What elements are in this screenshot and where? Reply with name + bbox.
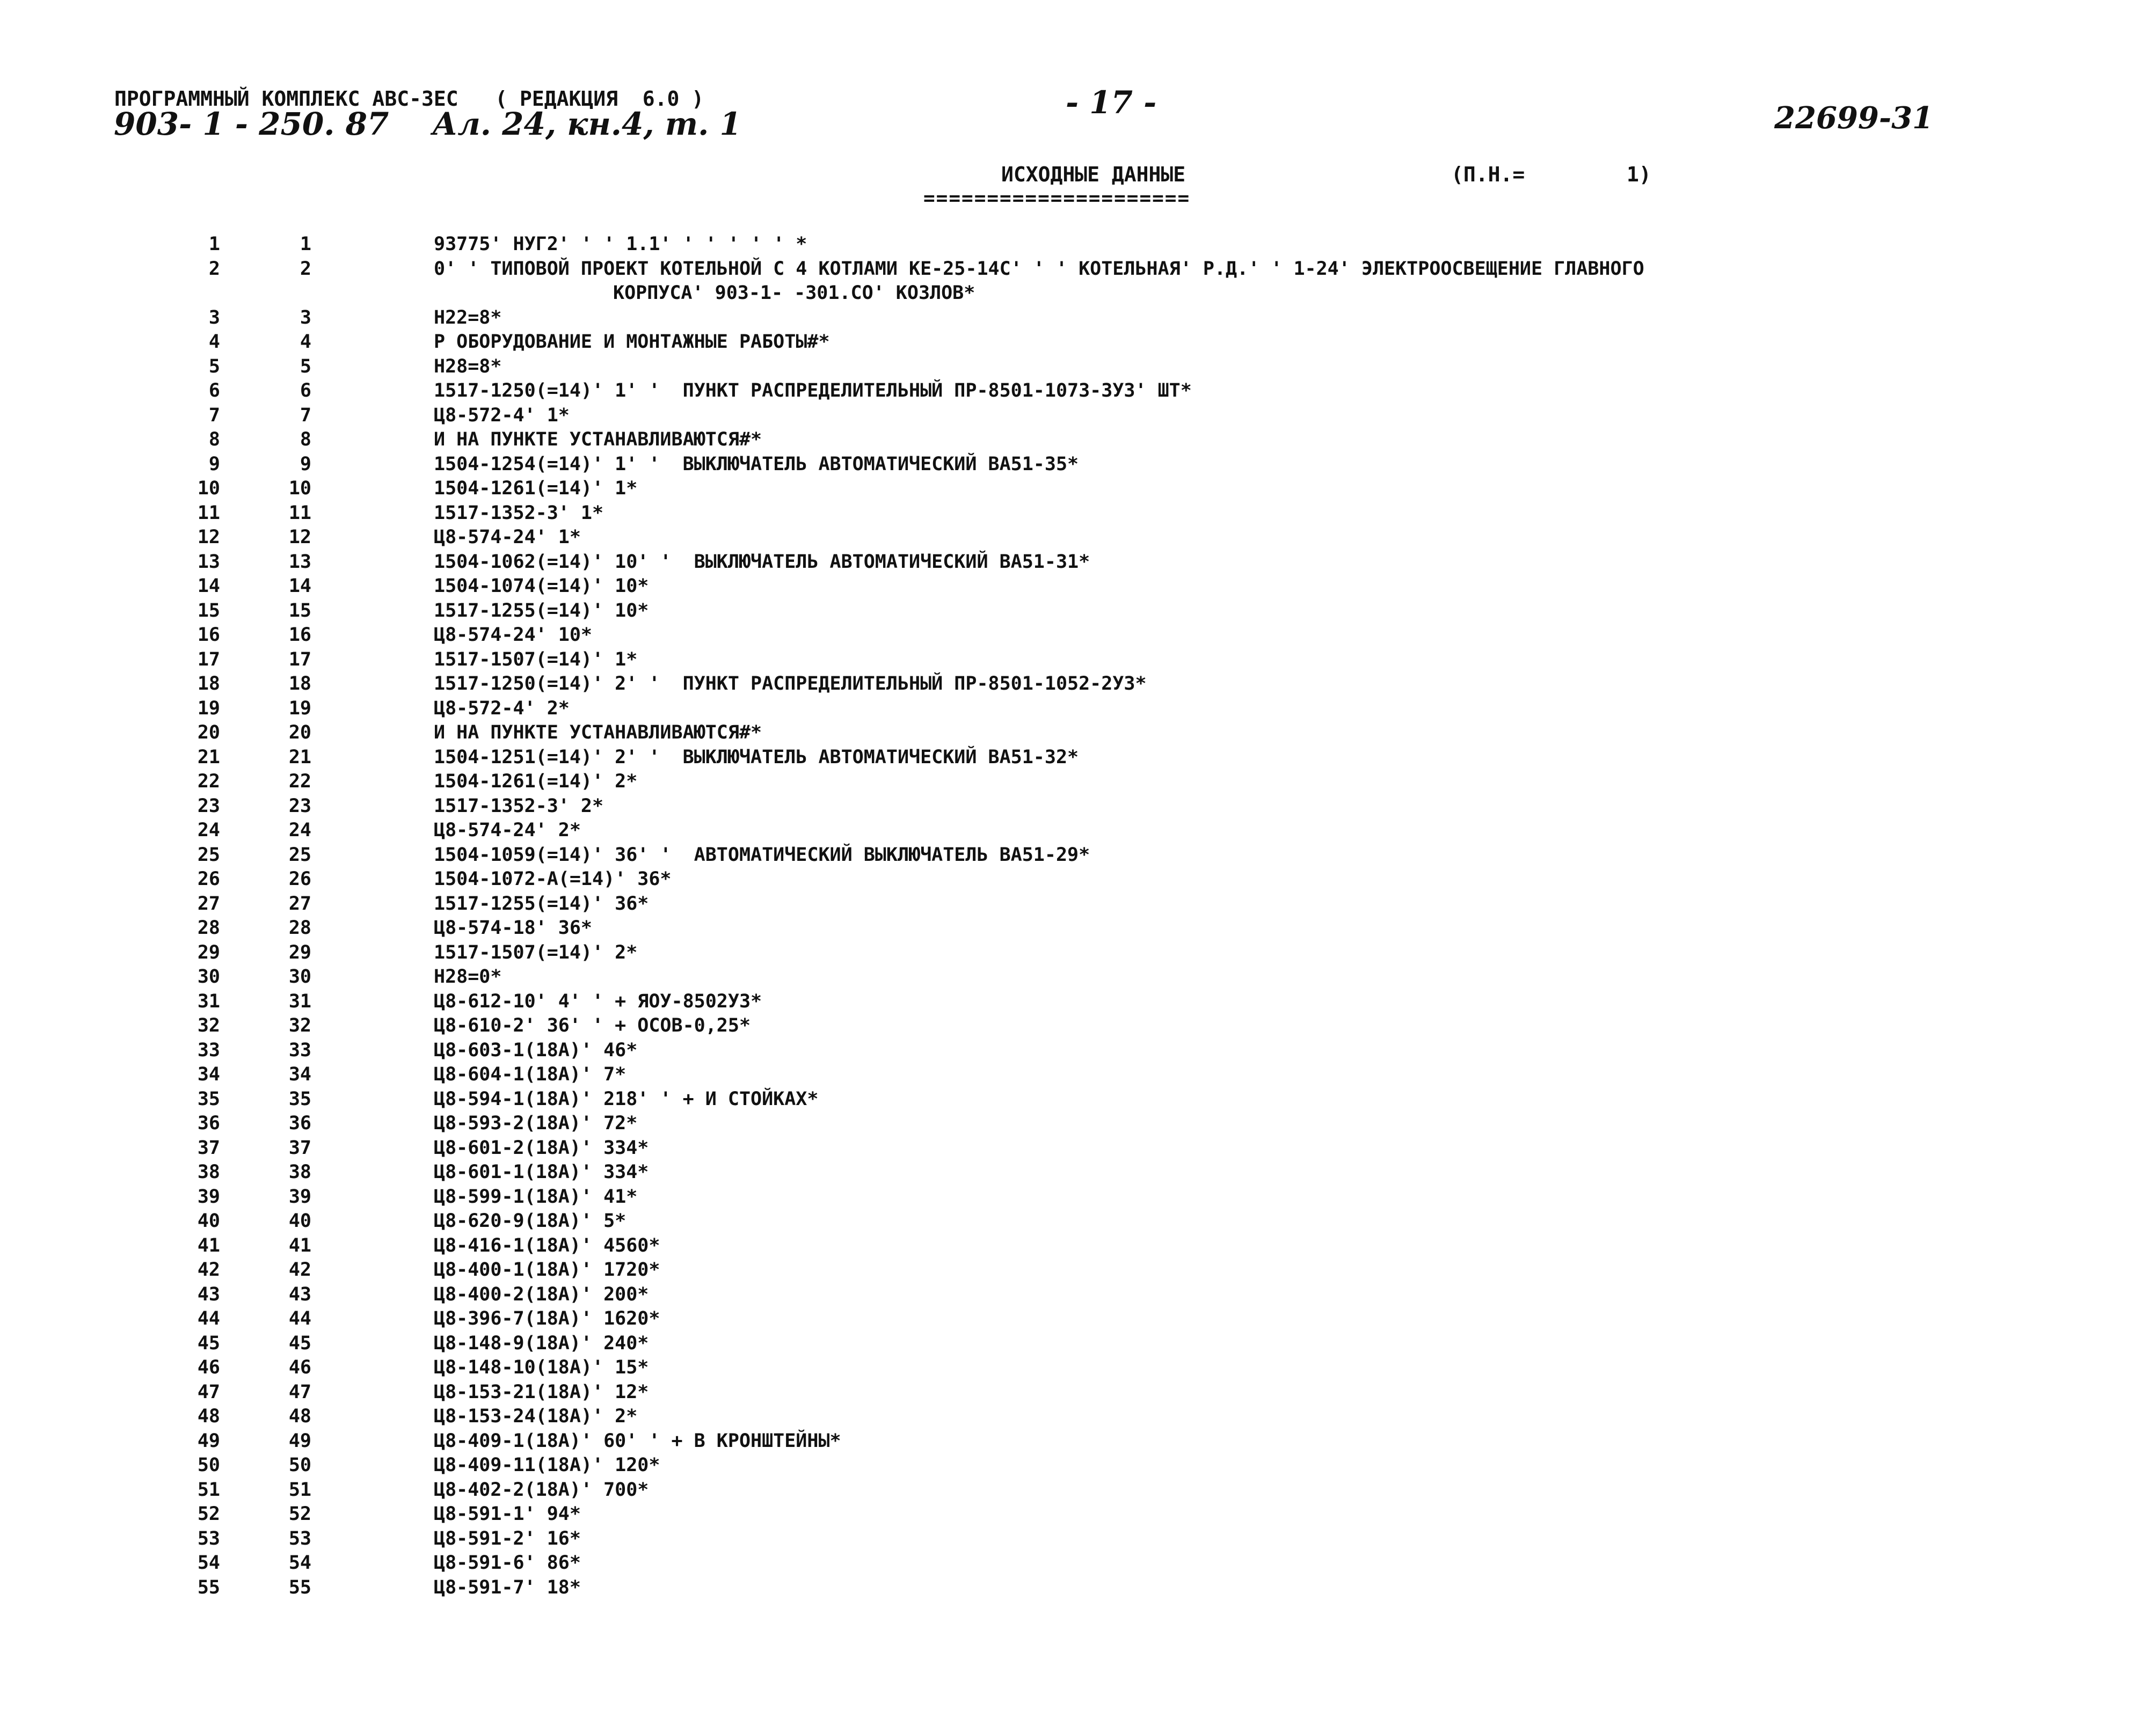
listing-row: [0, 990, 2156, 1014]
record-text: Н28=0*: [434, 966, 502, 988]
record-text: Ц8-416-1(18А)' 4560*: [434, 1234, 660, 1256]
listing-row: [0, 574, 2156, 599]
record-text: Ц8-574-24' 1*: [434, 527, 581, 548]
page-value: 1): [1627, 163, 1651, 186]
line-number: 51: [288, 1479, 311, 1501]
record-number: 40: [197, 1210, 220, 1232]
record-text: Ц8-572-4' 1*: [434, 404, 570, 426]
listing-row: [0, 697, 2156, 721]
record-text: Ц8-620-9(18А)' 5*: [434, 1210, 627, 1232]
record-text: 1517-1507(=14)' 1*: [434, 648, 638, 670]
listing-row: [0, 672, 2156, 697]
listing-row: [0, 1063, 2156, 1087]
record-number: 24: [197, 820, 220, 841]
record-text: 1517-1255(=14)' 36*: [434, 893, 649, 915]
listing-row: [0, 428, 2156, 452]
record-number: 28: [197, 917, 220, 939]
line-number: 11: [288, 502, 311, 524]
line-number: 21: [288, 746, 311, 768]
line-number: 33: [288, 1039, 311, 1061]
record-text: 1504-1261(=14)' 2*: [434, 771, 638, 792]
line-number: 54: [288, 1552, 311, 1574]
line-number: 40: [288, 1210, 311, 1232]
record-number: 19: [197, 697, 220, 719]
record-text: Н28=8*: [434, 355, 502, 377]
record-number: 2: [208, 258, 220, 280]
listing-row: [0, 404, 2156, 428]
record-number: 7: [208, 404, 220, 426]
line-number: 28: [288, 917, 311, 939]
record-text: Ц8-601-2(18А)' 334*: [434, 1137, 649, 1159]
record-text: Ц8-572-4' 2*: [434, 697, 570, 719]
line-number: 45: [288, 1332, 311, 1354]
record-text: 1517-1250(=14)' 1' ' ПУНКТ РАСПРЕДЕЛИТЕЛЬНЫЙ ПР-8501-1073-3У3' ШТ*: [434, 380, 1192, 401]
record-number: 23: [197, 795, 220, 817]
line-number: 17: [288, 648, 311, 670]
listing-continuation-row: [0, 281, 2156, 306]
record-text: 1504-1062(=14)' 10' ' ВЫКЛЮЧАТЕЛЬ АВТОМАТИЧЕСКИЙ ВА51-31*: [434, 551, 1090, 573]
record-number: 17: [197, 648, 220, 670]
line-number: 27: [288, 893, 311, 915]
listing-row: [0, 1429, 2156, 1454]
record-text: Ц8-574-24' 10*: [434, 624, 593, 646]
record-number: 43: [197, 1283, 220, 1305]
record-number: 8: [208, 429, 220, 450]
record-number: 34: [197, 1064, 220, 1085]
record-number: 37: [197, 1137, 220, 1159]
record-number: 15: [197, 599, 220, 621]
line-number: 44: [288, 1308, 311, 1329]
record-number: 20: [197, 722, 220, 743]
record-text: Ц8-591-1' 94*: [434, 1503, 581, 1525]
record-text: Ц8-599-1(18А)' 41*: [434, 1186, 638, 1208]
line-number: 53: [288, 1527, 311, 1549]
record-number: 53: [197, 1527, 220, 1549]
listing-row: [0, 550, 2156, 575]
listing-row: [0, 1283, 2156, 1307]
record-text: Р ОБОРУДОВАНИЕ И МОНТАЖНЫЕ РАБОТЫ#*: [434, 331, 830, 353]
record-text: Ц8-574-18' 36*: [434, 917, 593, 939]
listing-row: [0, 379, 2156, 404]
record-number: 16: [197, 624, 220, 646]
record-text: 1504-1074(=14)' 10*: [434, 575, 649, 597]
listing-row: [0, 1014, 2156, 1039]
record-text: 0' ' ТИПОВОЙ ПРОЕКТ КОТЕЛЬНОЙ С 4 КОТЛАМИ КЕ-25-14С' ' ' КОТЕЛЬНАЯ' Р.Д.' ' 1-24' ЭЛЕКТРООСВЕЩЕНИЕ ГЛАВНОГО: [434, 258, 1644, 280]
line-number: 34: [288, 1064, 311, 1085]
line-number: 8: [300, 429, 311, 450]
listing-row: [0, 1258, 2156, 1283]
record-number: 41: [197, 1234, 220, 1256]
record-number: 45: [197, 1332, 220, 1354]
line-number: 18: [288, 673, 311, 694]
listing-row: [0, 1234, 2156, 1259]
record-number: 46: [197, 1357, 220, 1378]
line-number: 55: [288, 1576, 311, 1598]
record-number: 35: [197, 1088, 220, 1110]
listing-row: [0, 770, 2156, 794]
listing-row: [0, 330, 2156, 355]
record-text: 1517-1250(=14)' 2' ' ПУНКТ РАСПРЕДЕЛИТЕЛЬНЫЙ ПР-8501-1052-2У3*: [434, 673, 1147, 694]
listing-row: [0, 818, 2156, 843]
record-text: 1517-1352-3' 2*: [434, 795, 604, 817]
record-text: 1504-1261(=14)' 1*: [434, 478, 638, 499]
record-number: 10: [197, 478, 220, 499]
record-number: 6: [208, 380, 220, 401]
listing-row: [0, 1453, 2156, 1478]
record-text: Ц8-409-1(18А)' 60' ' + В КРОНШТЕЙНЫ*: [434, 1430, 841, 1452]
listing-row: [0, 843, 2156, 868]
listing-row: [0, 1136, 2156, 1161]
listing-row: [0, 1356, 2156, 1380]
record-text: 1517-1352-3' 1*: [434, 502, 604, 524]
record-number: 52: [197, 1503, 220, 1525]
record-text: Ц8-591-2' 16*: [434, 1527, 581, 1549]
record-text: Ц8-400-1(18А)' 1720*: [434, 1259, 660, 1281]
listing-row: [0, 1112, 2156, 1136]
listing-row: [0, 623, 2156, 648]
record-text: 1504-1251(=14)' 2' ' ВЫКЛЮЧАТЕЛЬ АВТОМАТИЧЕСКИЙ ВА51-32*: [434, 746, 1079, 768]
line-number: 1: [300, 233, 311, 255]
record-text: Ц8-603-1(18А)' 46*: [434, 1039, 638, 1061]
record-number: 27: [197, 893, 220, 915]
line-number: 31: [288, 990, 311, 1012]
page-number: - 17 -: [1066, 84, 1157, 121]
record-text: 1504-1059(=14)' 36' ' АВТОМАТИЧЕСКИЙ ВЫКЛЮЧАТЕЛЬ ВА51-29*: [434, 844, 1090, 866]
listing-row: [0, 867, 2156, 892]
record-number: 29: [197, 941, 220, 963]
record-text: Ц8-153-24(18А)' 2*: [434, 1406, 638, 1427]
record-text: 1517-1507(=14)' 2*: [434, 941, 638, 963]
record-text: 1517-1255(=14)' 10*: [434, 599, 649, 621]
record-number: 47: [197, 1381, 220, 1403]
listing-row: [0, 916, 2156, 941]
line-number: 47: [288, 1381, 311, 1403]
listing-row: [0, 1209, 2156, 1234]
record-text: Ц8-604-1(18А)' 7*: [434, 1064, 627, 1085]
line-number: 9: [300, 453, 311, 475]
listing-row: [0, 477, 2156, 501]
record-number: 33: [197, 1039, 220, 1061]
record-number: 3: [208, 306, 220, 328]
line-number: 36: [288, 1113, 311, 1134]
record-number: 39: [197, 1186, 220, 1208]
record-text: Н22=8*: [434, 306, 502, 328]
listing-row: [0, 355, 2156, 379]
record-number: 31: [197, 990, 220, 1012]
listing-row: [0, 525, 2156, 550]
record-text: Ц8-591-6' 86*: [434, 1552, 581, 1574]
record-text: Ц8-601-1(18А)' 334*: [434, 1161, 649, 1183]
record-text: И НА ПУНКТЕ УСТАНАВЛИВАЮТСЯ#*: [434, 722, 762, 743]
title-underline: =====================: [923, 187, 1191, 209]
line-number: 13: [288, 551, 311, 573]
record-text: КОРПУСА' 903-1- -301.СО' КОЗЛОВ*: [613, 282, 975, 304]
line-number: 49: [288, 1430, 311, 1452]
line-number: 35: [288, 1088, 311, 1110]
record-text: Ц8-574-24' 2*: [434, 820, 581, 841]
record-text: Ц8-153-21(18А)' 12*: [434, 1381, 649, 1403]
listing-row: [0, 1380, 2156, 1405]
listing-row: [0, 941, 2156, 966]
record-text: Ц8-594-1(18А)' 218' ' + И СТОЙКАХ*: [434, 1088, 819, 1110]
listing-row: [0, 1307, 2156, 1332]
line-number: 50: [288, 1454, 311, 1476]
record-number: 18: [197, 673, 220, 694]
line-number: 2: [300, 258, 311, 280]
listing-row: [0, 257, 2156, 282]
line-number: 10: [288, 478, 311, 499]
line-number: 12: [288, 527, 311, 548]
record-number: 11: [197, 502, 220, 524]
record-text: Ц8-591-7' 18*: [434, 1576, 581, 1598]
record-number: 25: [197, 844, 220, 866]
section-title: ИСХОДНЫЕ ДАННЫЕ: [1001, 163, 1186, 186]
listing-row: [0, 452, 2156, 477]
line-number: 15: [288, 599, 311, 621]
listing-row: [0, 501, 2156, 526]
record-text: Ц8-148-10(18А)' 15*: [434, 1357, 649, 1378]
line-number: 6: [300, 380, 311, 401]
record-text: И НА ПУНКТЕ УСТАНАВЛИВАЮТСЯ#*: [434, 429, 762, 450]
record-number: 42: [197, 1259, 220, 1281]
record-text: Ц8-409-11(18А)' 120*: [434, 1454, 660, 1476]
listing-row: [0, 745, 2156, 770]
line-number: 19: [288, 697, 311, 719]
listing-row: [0, 794, 2156, 819]
record-number: 9: [208, 453, 220, 475]
line-number: 52: [288, 1503, 311, 1525]
record-number: 13: [197, 551, 220, 573]
line-number: 42: [288, 1259, 311, 1281]
record-number: 48: [197, 1406, 220, 1427]
listing-row: [0, 1160, 2156, 1185]
record-number: 44: [197, 1308, 220, 1329]
record-text: Ц8-612-10' 4' ' + ЯОУ-8502У3*: [434, 990, 762, 1012]
listing-row: [0, 232, 2156, 257]
listing-row: [0, 306, 2156, 331]
listing-row: [0, 1087, 2156, 1112]
page-label: (П.Н.=: [1451, 163, 1525, 186]
record-text: Ц8-402-2(18А)' 700*: [434, 1479, 649, 1501]
line-number: 7: [300, 404, 311, 426]
line-number: 43: [288, 1283, 311, 1305]
listing-row: [0, 1405, 2156, 1429]
line-number: 26: [288, 868, 311, 890]
record-number: 5: [208, 355, 220, 377]
record-number: 22: [197, 771, 220, 792]
listing-row: [0, 599, 2156, 624]
line-number: 23: [288, 795, 311, 817]
line-number: 37: [288, 1137, 311, 1159]
listing-row: [0, 1478, 2156, 1503]
line-number: 39: [288, 1186, 311, 1208]
listing-row: [0, 1039, 2156, 1063]
listing-row: [0, 1527, 2156, 1552]
record-number: 26: [197, 868, 220, 890]
line-number: 3: [300, 306, 311, 328]
line-number: 16: [288, 624, 311, 646]
record-text: Ц8-400-2(18А)' 200*: [434, 1283, 649, 1305]
handwritten-reference: 903- 1 - 250. 87 Ал. 24, кн.4, т. 1: [114, 106, 741, 142]
record-text: 1504-1254(=14)' 1' ' ВЫКЛЮЧАТЕЛЬ АВТОМАТИЧЕСКИЙ ВА51-35*: [434, 453, 1079, 475]
document-number: 22699-31: [1774, 100, 1933, 136]
record-number: 4: [208, 331, 220, 353]
record-number: 50: [197, 1454, 220, 1476]
listing-row: [0, 721, 2156, 745]
record-number: 49: [197, 1430, 220, 1452]
record-number: 1: [208, 233, 220, 255]
listing-row: [0, 648, 2156, 672]
record-number: 54: [197, 1552, 220, 1574]
record-number: 12: [197, 527, 220, 548]
record-number: 51: [197, 1479, 220, 1501]
record-text: 93775' НУГ2' ' ' 1.1' ' ' ' ' ' *: [434, 233, 807, 255]
listing-row: [0, 1502, 2156, 1527]
listing-row: [0, 965, 2156, 990]
data-listing: [0, 232, 2156, 1600]
record-text: Ц8-148-9(18А)' 240*: [434, 1332, 649, 1354]
line-number: 24: [288, 820, 311, 841]
program-header: ПРОГРАММНЫЙ КОМПЛЕКС АВС-ЗЕС ( РЕДАКЦИЯ 6.0 ): [114, 87, 704, 111]
line-number: 4: [300, 331, 311, 353]
record-text: Ц8-396-7(18А)' 1620*: [434, 1308, 660, 1329]
line-number: 30: [288, 966, 311, 988]
record-text: Ц8-610-2' 36' ' + ОСОВ-0,25*: [434, 1015, 751, 1036]
line-number: 20: [288, 722, 311, 743]
listing-row: [0, 1185, 2156, 1210]
record-number: 14: [197, 575, 220, 597]
record-text: Ц8-593-2(18А)' 72*: [434, 1113, 638, 1134]
line-number: 32: [288, 1015, 311, 1036]
listing-row: [0, 1332, 2156, 1356]
line-number: 14: [288, 575, 311, 597]
record-text: 1504-1072-А(=14)' 36*: [434, 868, 672, 890]
line-number: 5: [300, 355, 311, 377]
listing-row: [0, 1576, 2156, 1600]
record-number: 32: [197, 1015, 220, 1036]
listing-row: [0, 1551, 2156, 1576]
record-number: 30: [197, 966, 220, 988]
line-number: 48: [288, 1406, 311, 1427]
record-number: 21: [197, 746, 220, 768]
line-number: 29: [288, 941, 311, 963]
listing-row: [0, 892, 2156, 917]
line-number: 41: [288, 1234, 311, 1256]
record-number: 38: [197, 1161, 220, 1183]
record-number: 55: [197, 1576, 220, 1598]
record-number: 36: [197, 1113, 220, 1134]
line-number: 46: [288, 1357, 311, 1378]
line-number: 22: [288, 771, 311, 792]
line-number: 38: [288, 1161, 311, 1183]
line-number: 25: [288, 844, 311, 866]
